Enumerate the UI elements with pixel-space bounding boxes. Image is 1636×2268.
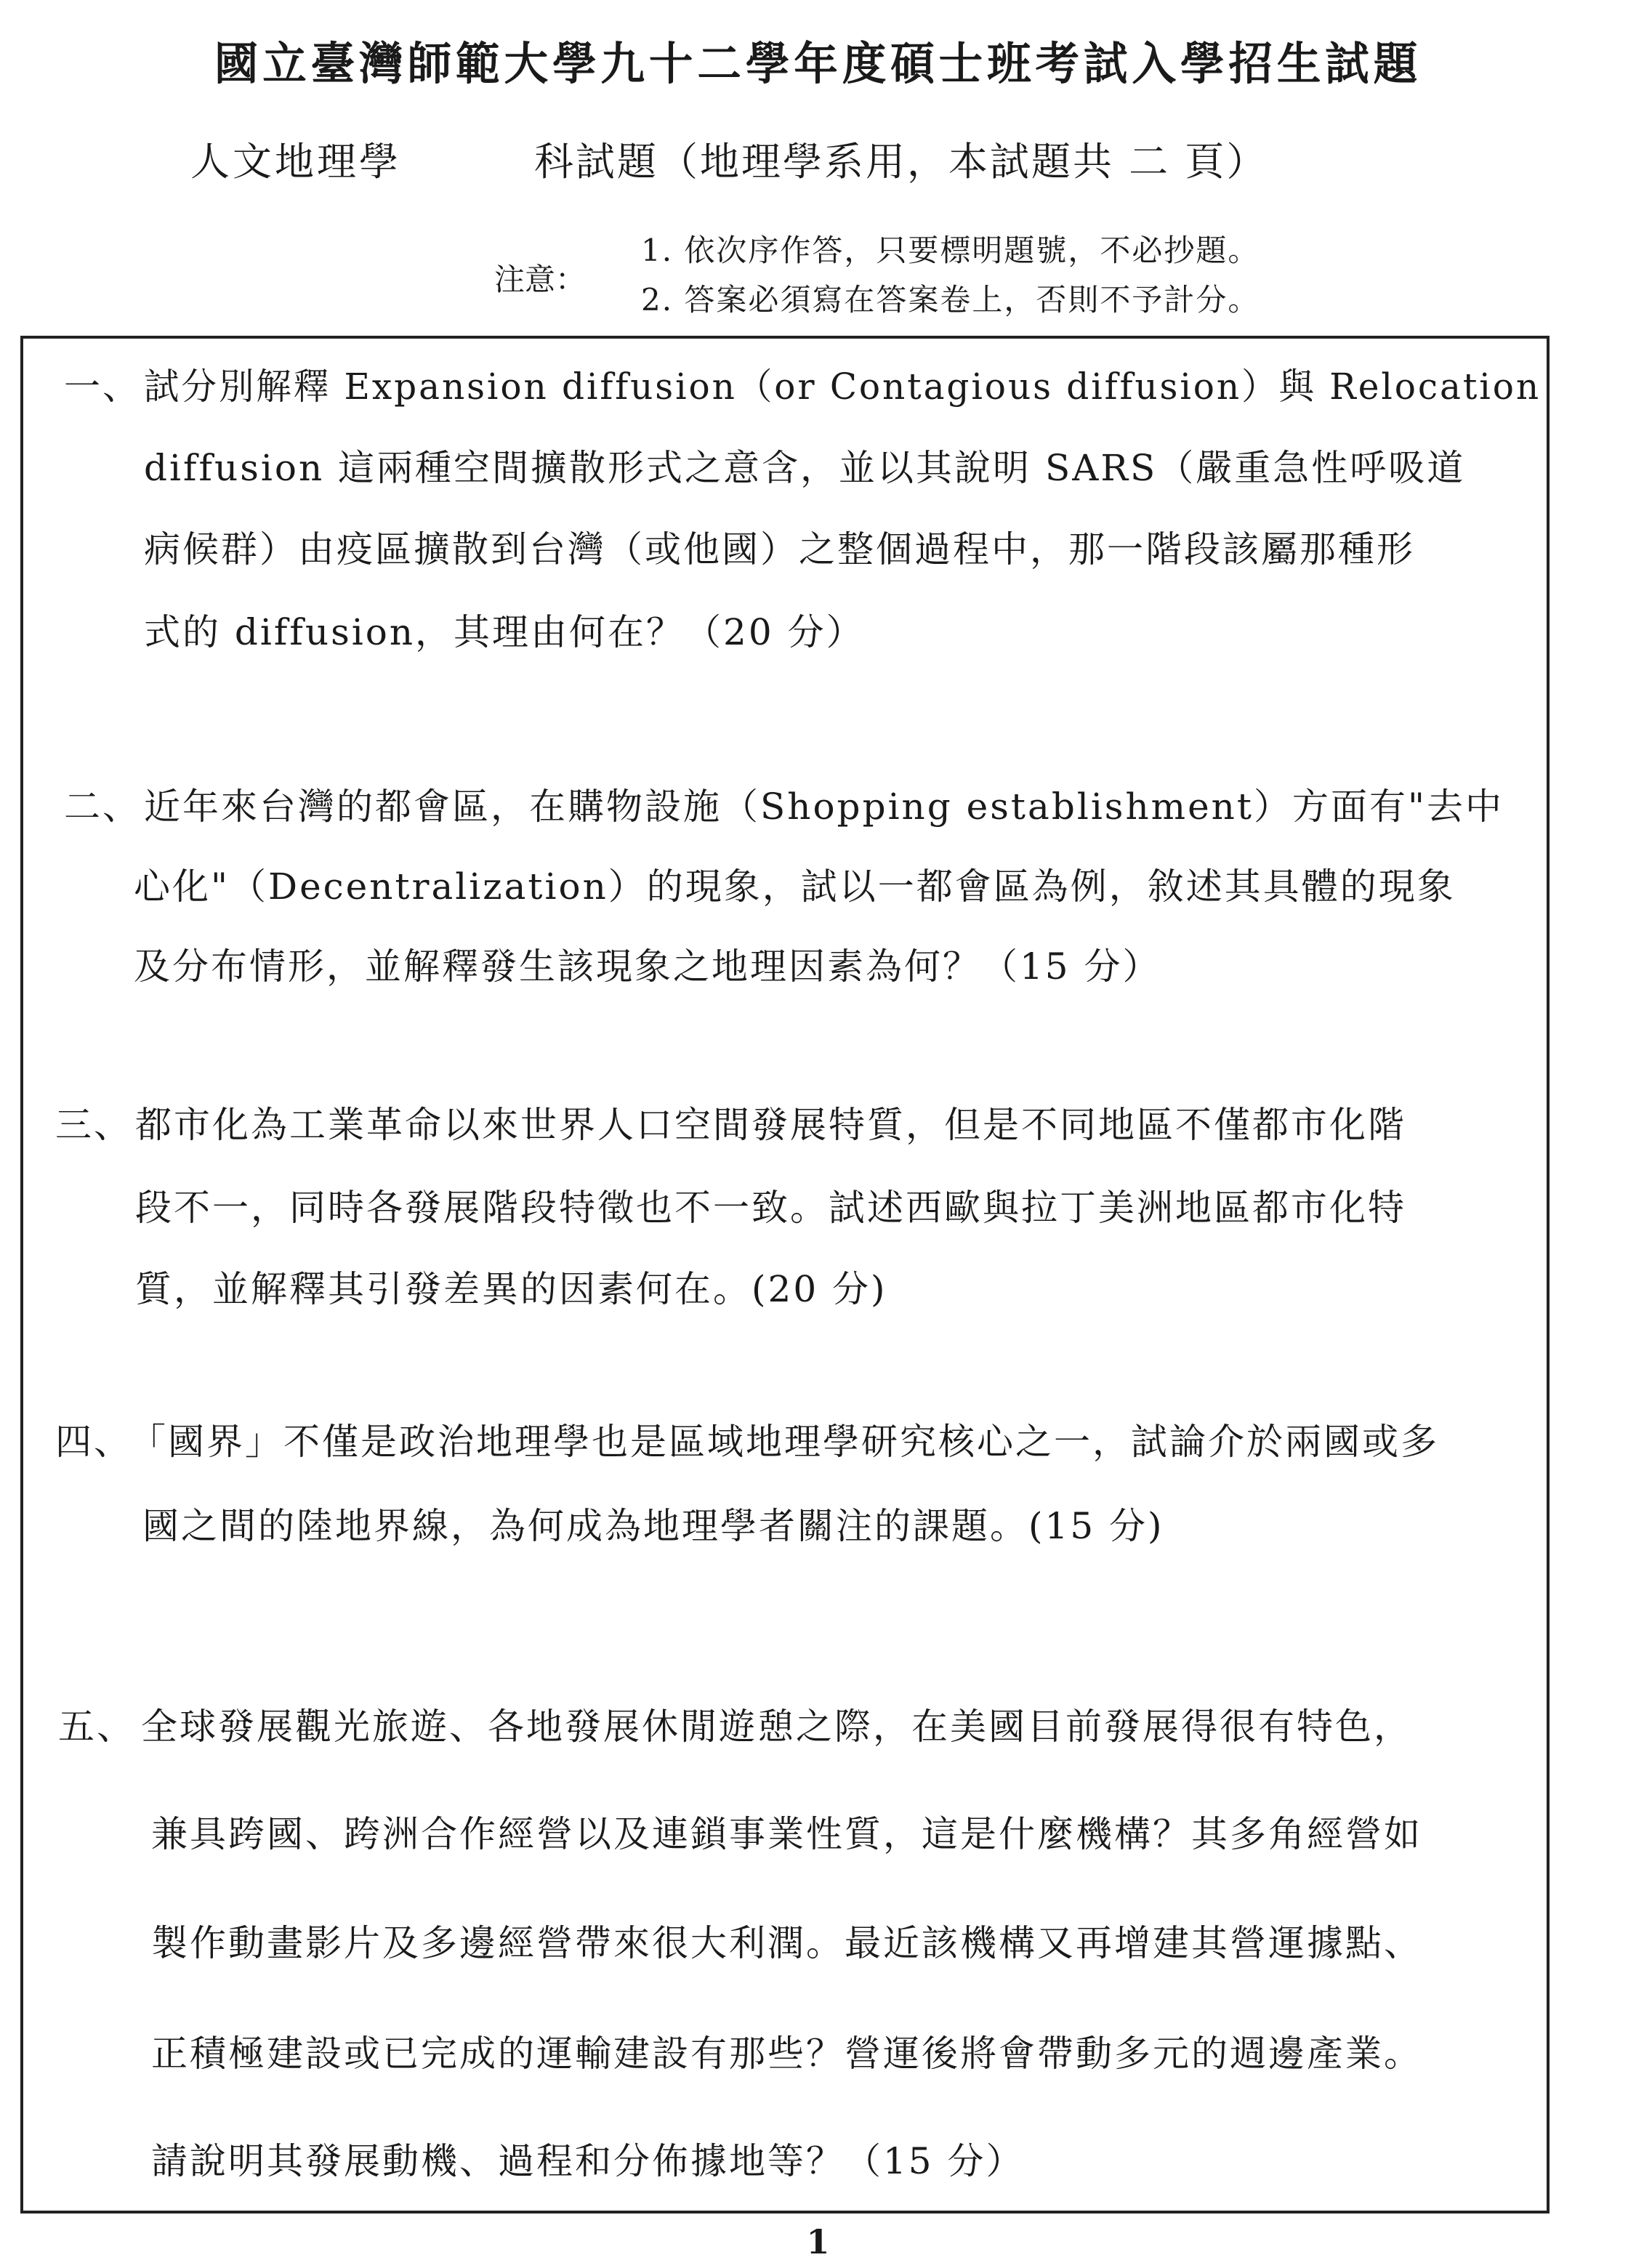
notice-label: 注意： (494, 262, 587, 297)
question-1-line-2: diffusion 這兩種空間擴散形式之意含，並以其說明 SARS（嚴重急性呼吸道 (144, 447, 1466, 489)
question-1-line-1: 試分別解釋 Expansion diffusion（or Contagious diffusion）與 Relocation (144, 366, 1541, 408)
question-4-line-2: 國之間的陸地界線，為何成為地理學者關注的課題。(15 分) (142, 1505, 1164, 1547)
question-5-number: 五、 (58, 1706, 135, 1748)
question-5-line-4: 正積極建設或已完成的運輸建設有那些？營運後將會帶動多元的週邊產業。 (151, 2033, 1422, 2075)
question-5-line-1: 全球發展觀光旅遊、各地發展休閒遊憩之際，在美國目前發展得很有特色， (141, 1706, 1412, 1748)
question-1-line-3: 病候群）由疫區擴散到台灣（或他國）之整個過程中，那一階段該屬那種形 (144, 528, 1415, 570)
question-2-line-2: 心化"（Decentralization）的現象，試以一都會區為例，敘述其具體的現象 (134, 865, 1456, 908)
notice-item-1: 1. 依次序作答，只要標明題號，不必抄題。 (641, 233, 1260, 268)
exam-title: 國立臺灣師範大學九十二學年度碩士班考試入學招生試題 (214, 37, 1422, 90)
subject-name: 人文地理學 (190, 139, 401, 185)
question-5-line-3: 製作動畫影片及多邊經營帶來很大利潤。最近該機構又再增建其營運據點、 (151, 1922, 1422, 1964)
question-5-line-2: 兼具跨國、跨洲合作經營以及連鎖事業性質，這是什麼機構？其多角經營如 (151, 1813, 1422, 1855)
question-3-line-3: 質，並解釋其引發差異的因素何在。(20 分) (135, 1268, 887, 1310)
subject-description: 科試題（地理學系用，本試題共 二 頁） (534, 139, 1268, 185)
question-3-number: 三、 (55, 1104, 132, 1146)
notice-item-2: 2. 答案必須寫在答案卷上，否則不予計分。 (641, 282, 1260, 318)
question-3-line-2: 段不一，同時各發展階段特徵也不一致。試述西歐與拉丁美洲地區都市化特 (135, 1187, 1406, 1229)
question-4-line-1: 「國界」不僅是政治地理學也是區域地理學研究核心之一，試論介於兩國或多 (129, 1421, 1439, 1463)
question-2-line-3: 及分布情形，並解釋發生該現象之地理因素為何？（15 分） (134, 945, 1161, 988)
question-3-line-1: 都市化為工業革命以來世界人口空間發展特質，但是不同地區不僅都市化階 (135, 1104, 1406, 1146)
question-5-line-5: 請說明其發展動機、過程和分佈據地等？（15 分） (151, 2140, 1025, 2182)
question-1-number: 一、 (64, 366, 141, 408)
page-number: 1 (806, 2222, 830, 2261)
question-1-line-4: 式的 diffusion，其理由何在？（20 分） (144, 611, 865, 653)
question-2-line-1: 近年來台灣的都會區，在購物設施（Shopping establishment）方面有"去中 (144, 786, 1504, 828)
question-4-number: 四、 (55, 1421, 132, 1463)
question-2-number: 二、 (64, 786, 141, 828)
